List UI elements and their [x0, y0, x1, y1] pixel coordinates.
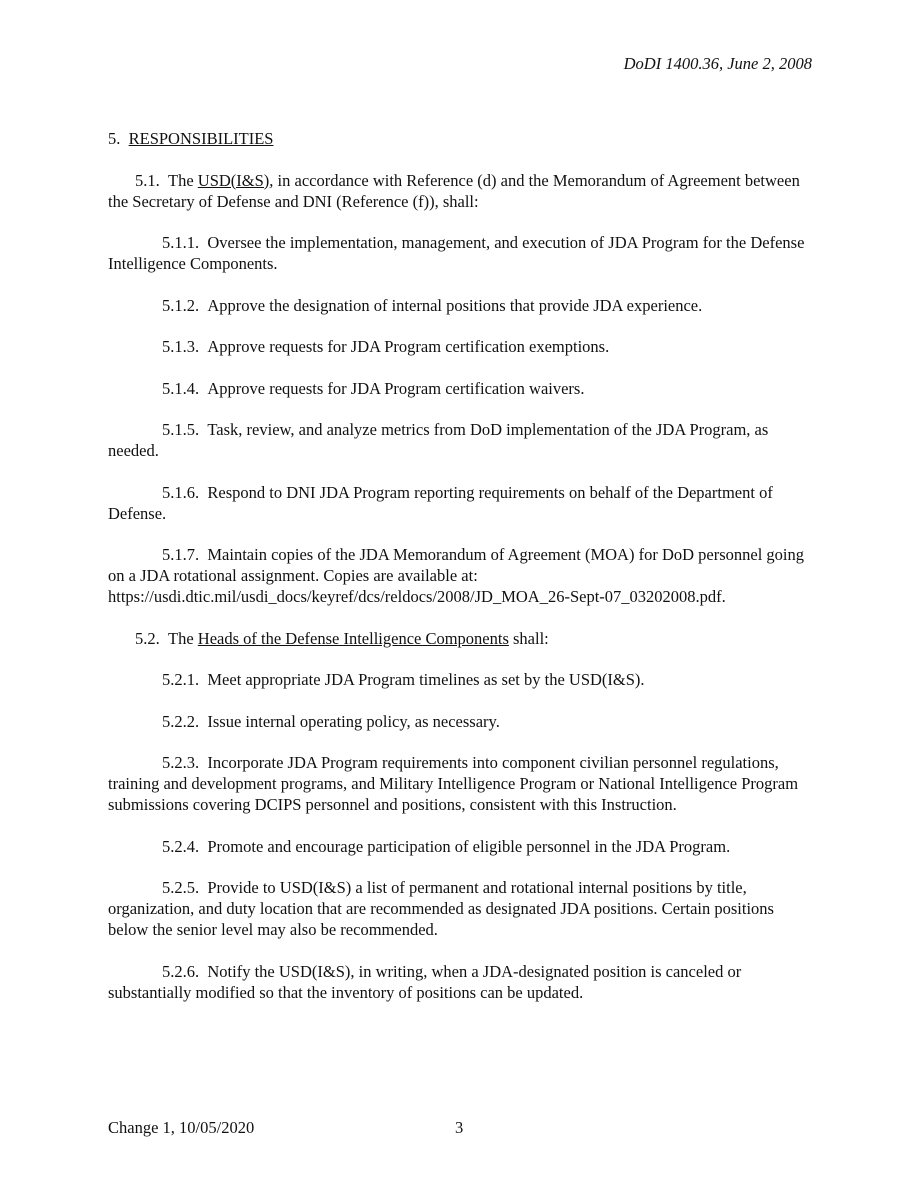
paragraph-number: 5.2.5.: [162, 878, 200, 897]
paragraph-text: Provide to USD(I&S) a list of permanent and rotational internal positions by title, organization, and duty location that are recommended as designated JDA positions. Certain positions below the senior level may also be recommended.: [108, 878, 774, 939]
paragraph-5-2-1: [108, 669, 814, 690]
paragraph-5-1-3: [108, 336, 814, 357]
section-heading: [108, 128, 814, 149]
document-body: [108, 128, 814, 1023]
page-number: 3: [455, 1118, 464, 1137]
paragraph-text: Promote and encourage participation of eligible personnel in the JDA Program.: [207, 836, 731, 856]
paragraph-5-1-4: [108, 378, 814, 399]
paragraph-text: Incorporate JDA Program requirements into component civilian personnel regulations, training and development programs, and Military Intelligence Program or National Intelligence Program submissions covering DCIPS personnel and positions, consistent with this Instruction.: [108, 753, 799, 814]
paragraph-5-1-1: [108, 232, 814, 274]
paragraph-number: 5.2.: [135, 628, 160, 648]
paragraph-5-1: [108, 170, 814, 212]
paragraph-5-2-5: [108, 877, 814, 940]
section-title: RESPONSIBILITIES: [128, 129, 274, 148]
paragraph-number: 5.1.1.: [162, 233, 200, 252]
paragraph-5-2-6: [108, 961, 814, 1003]
paragraph-number: 5.2.4.: [162, 836, 200, 856]
responsible-entity: USD(I&S): [197, 170, 270, 190]
paragraph-number: 5.2.1.: [162, 670, 200, 689]
paragraph-text: Oversee the implementation, management, and execution of JDA Program for the Defense Intelligence Components.: [108, 233, 805, 273]
paragraph-text: Approve requests for JDA Program certification waivers.: [207, 378, 585, 398]
moa-url: https://usdi.dtic.mil/usdi_docs/keyref/dcs/reldocs/2008/JD_MOA_26-Sept-07_03202008.pdf.: [108, 587, 726, 606]
paragraph-number: 5.2.6.: [162, 961, 200, 981]
paragraph-text: Meet appropriate JDA Program timelines as set by the USD(I&S).: [207, 670, 645, 689]
paragraph-5-2-3: [108, 752, 814, 815]
paragraph-5-1-5: [108, 419, 814, 461]
paragraph-5-2-2: [108, 711, 814, 732]
paragraph-5-1-6: [108, 482, 814, 524]
paragraph-number: 5.1.3.: [162, 337, 200, 356]
paragraph-text: Notify the USD(I&S), in writing, when a JDA-designated position is canceled or substantially modified so that the inventory of positions can be updated.: [108, 961, 742, 1002]
paragraph-number: 5.2.2.: [162, 711, 200, 731]
change-notice: Change 1, 10/05/2020: [108, 1118, 255, 1137]
paragraph-5-2-4: [108, 836, 814, 857]
paragraph-number: 5.1.7.: [162, 545, 200, 564]
section-number: 5.: [108, 129, 121, 148]
paragraph-lead: The: [168, 628, 194, 648]
paragraph-text: Task, review, and analyze metrics from DoD implementation of the JDA Program, as needed.: [108, 420, 769, 460]
paragraph-text: shall:: [508, 628, 549, 648]
paragraph-5-2: [108, 628, 814, 649]
paragraph-number: 5.1.4.: [162, 378, 200, 398]
paragraph-number: 5.2.3.: [162, 753, 200, 772]
paragraph-text: Issue internal operating policy, as necessary.: [207, 711, 500, 731]
paragraph-text: Approve the designation of internal positions that provide JDA experience.: [207, 295, 703, 315]
paragraph-text: , in accordance with Reference (d) and the Memorandum of Agreement between the Secretary of Defense and DNI (Reference (f)), shall:: [108, 170, 800, 211]
paragraph-number: 5.1.6.: [162, 482, 200, 502]
paragraph-lead: The: [168, 170, 194, 190]
document-header: DoDI 1400.36, June 2, 2008: [623, 54, 812, 73]
paragraph-text: Approve requests for JDA Program certification exemptions.: [207, 337, 610, 356]
paragraph-5-1-7: [108, 544, 814, 607]
paragraph-number: 5.1.5.: [162, 420, 200, 439]
paragraph-text: Maintain copies of the JDA Memorandum of Agreement (MOA) for DoD personnel going on a JDA rotational assignment. Copies are available at:: [108, 545, 805, 585]
paragraph-number: 5.1.: [135, 170, 160, 190]
responsible-entity: Heads of the Defense Intelligence Components: [197, 628, 509, 648]
paragraph-number: 5.1.2.: [162, 295, 200, 315]
paragraph-text: Respond to DNI JDA Program reporting requirements on behalf of the Department of Defense.: [108, 482, 773, 523]
paragraph-5-1-2: [108, 295, 814, 316]
